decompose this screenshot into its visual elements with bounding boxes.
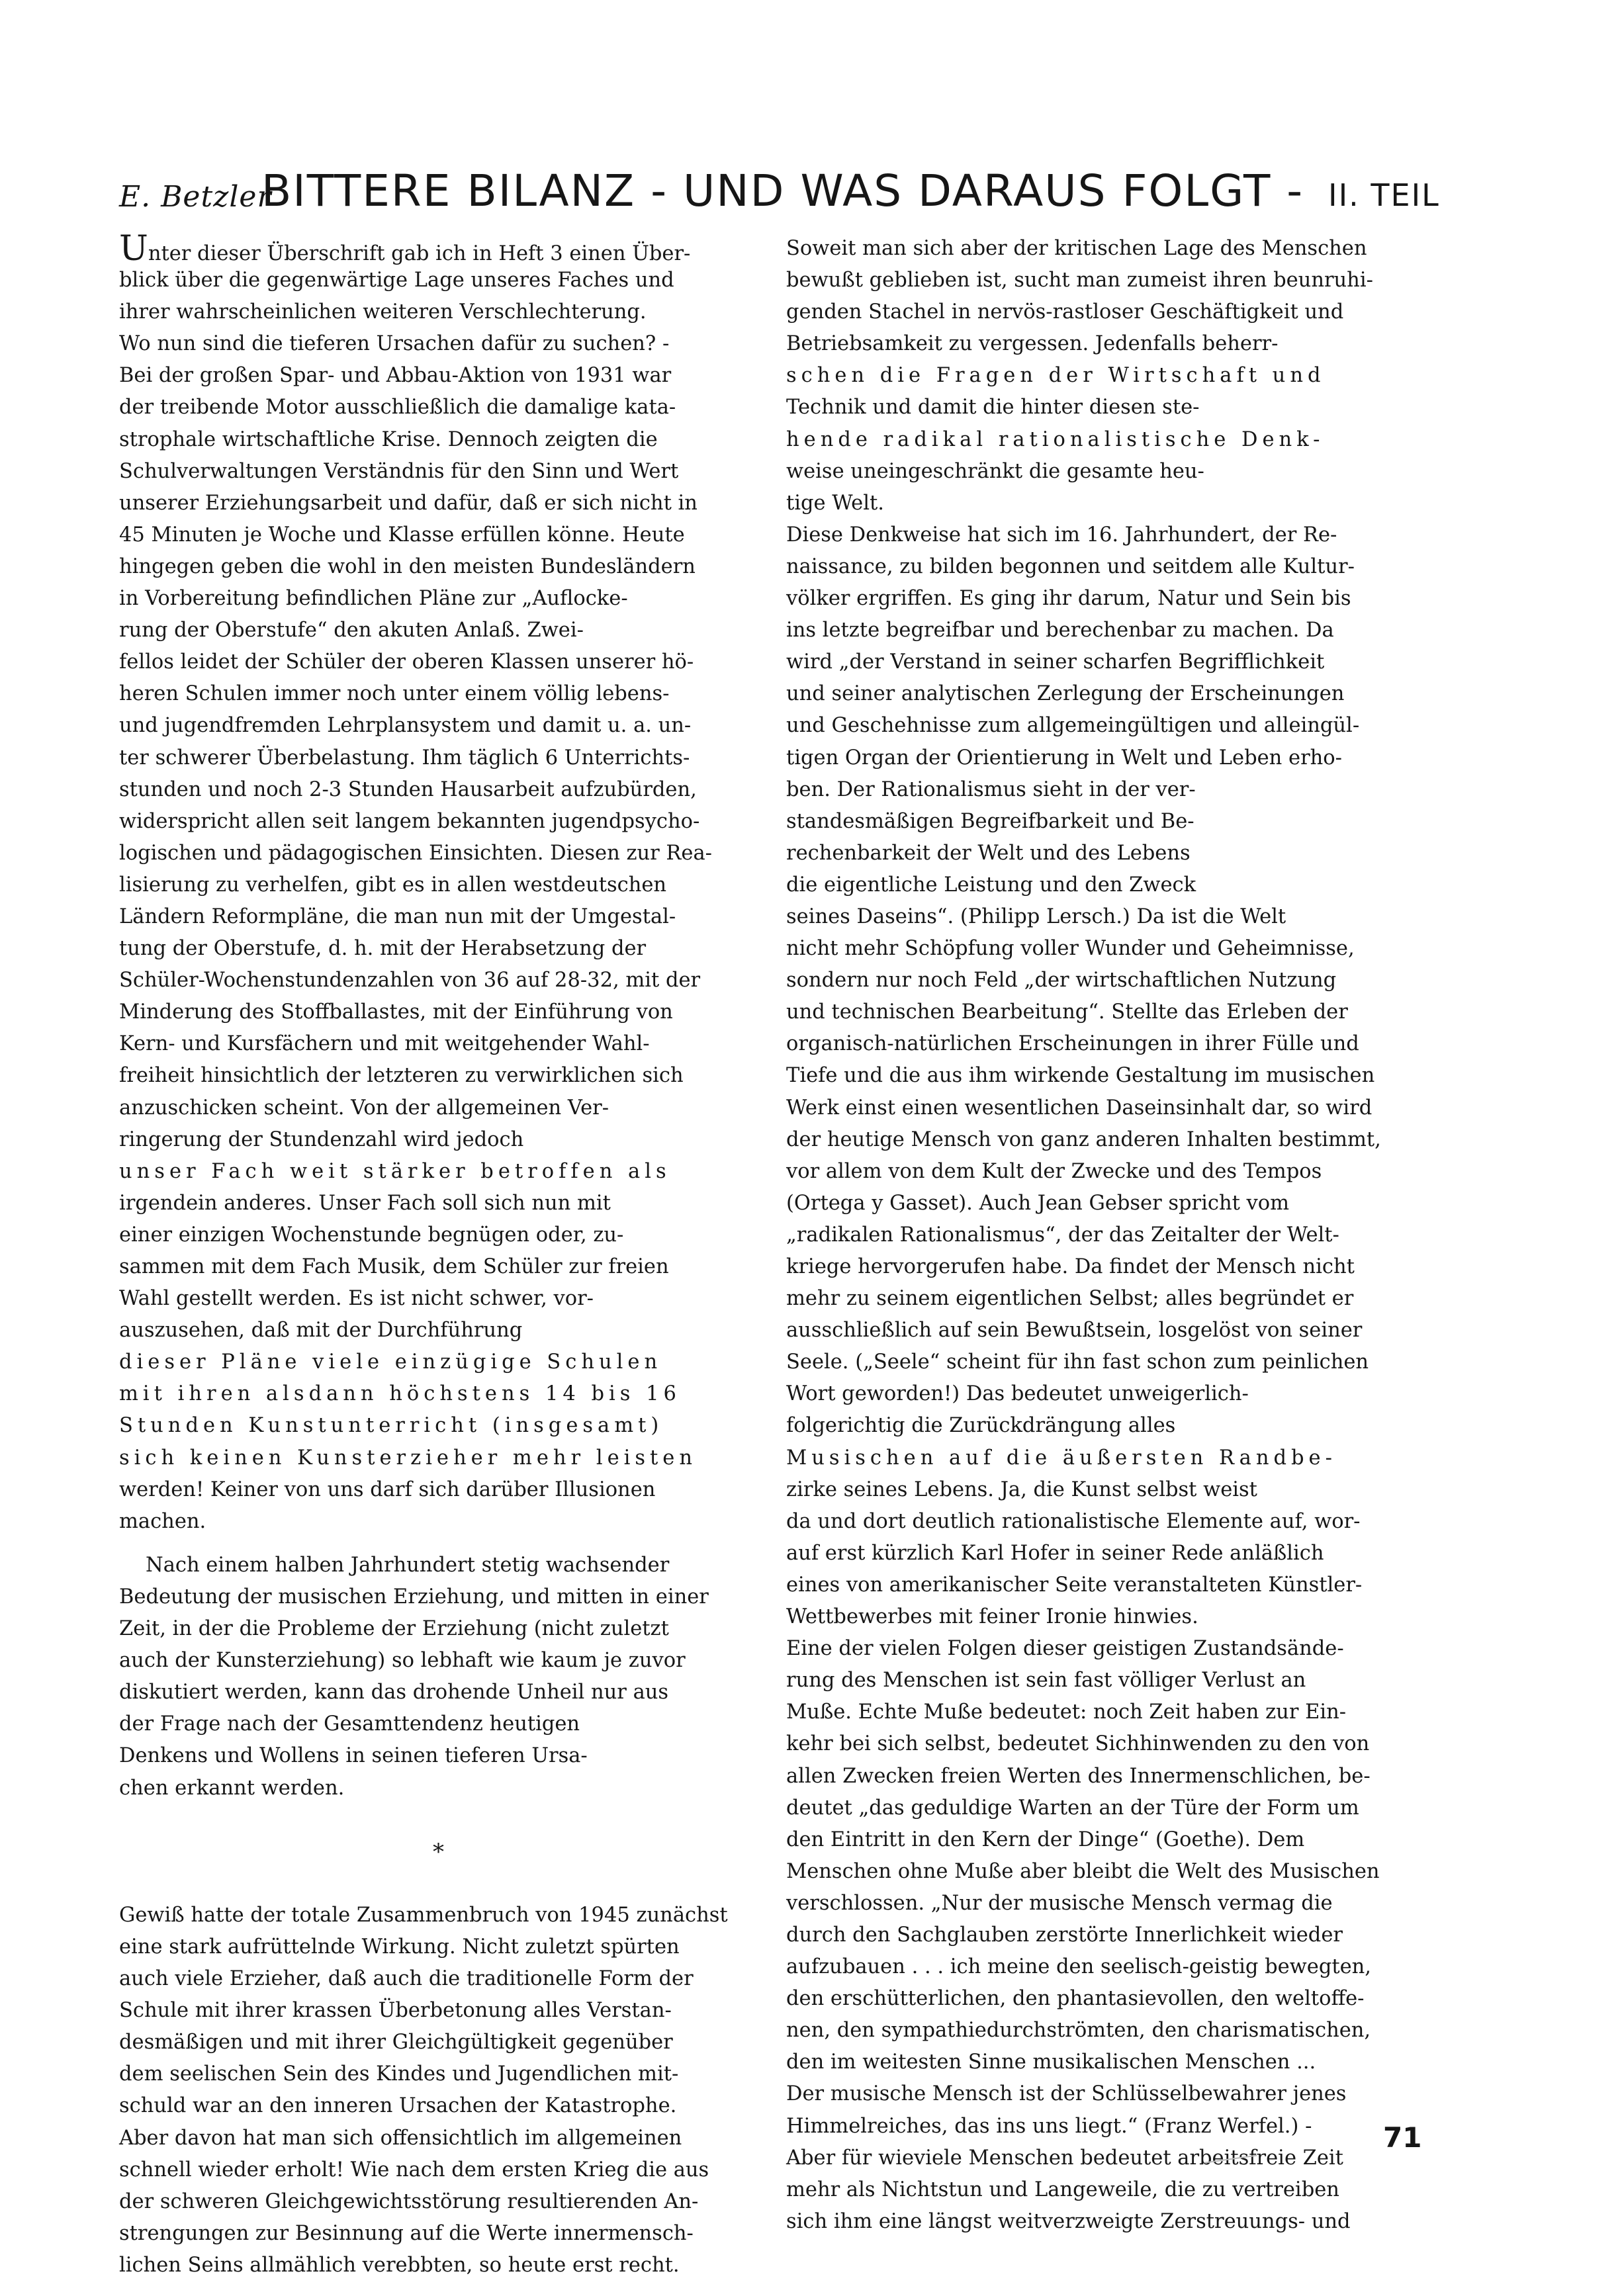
right-column-line: nicht mehr Schöpfung voller Wunder und Geheimnisse, (786, 937, 1355, 961)
right-column-line: Wettbewerbes mit feiner Ironie hinwies. (786, 1605, 1198, 1629)
left-column-line: heren Schulen immer noch unter einem völlig lebens- (119, 682, 670, 706)
right-column-line: ins letzte begreifbar und berechenbar zu machen. Da (786, 619, 1334, 642)
left-text-column (119, 229, 758, 2281)
left-column-line: mit ihren alsdann höchstens 14 bis 16 (119, 1382, 681, 1406)
right-text-column (786, 233, 1425, 2238)
right-column-line: mehr als Nichtstun und Langeweile, die zu vertreiben (786, 2178, 1339, 2201)
right-column-line: vor allem von dem Kult der Zwecke und des Tempos (786, 1159, 1322, 1183)
right-column-line: Muße. Echte Muße bedeutet: noch Zeit haben zur Ein- (786, 1700, 1347, 1724)
right-column-line: tigen Organ der Orientierung in Welt und Leben erho- (786, 746, 1342, 770)
left-column-line: Denkens und Wollens in seinen tieferen Ursa- (119, 1744, 588, 1768)
right-column-line: Diese Denkweise hat sich im 16. Jahrhundert, der Re- (786, 523, 1337, 547)
left-column-line: * (433, 1838, 444, 1865)
right-column-line: kriege hervorgerufen habe. Da findet der Mensch nicht (786, 1255, 1355, 1278)
left-column-line: 45 Minuten je Woche und Klasse erfüllen könne. Heute (119, 523, 685, 547)
right-column-line: und seiner analytischen Zerlegung der Erscheinungen (786, 682, 1345, 706)
left-column-line: unser Fach weit stärker betroffen als (119, 1159, 671, 1183)
left-column-line: ringerung der Stundenzahl wird jedoch (119, 1127, 524, 1151)
right-column-line: den erschütterlichen, den phantasievollen, den weltoffe- (786, 1987, 1365, 2011)
left-column-line: in Vorbereitung befindlichen Pläne zur „Auflockе- (119, 587, 628, 611)
right-column-line: schen die Fragen der Wirtschaft und (786, 364, 1326, 388)
right-column-line: auf erst kürzlich Karl Hofer in seiner Rede anläßlich (786, 1541, 1324, 1565)
right-column-line: rechenbarkeit der Welt und des Lebens (786, 841, 1191, 865)
right-column-line: deutet „das geduldige Warten an der Türe der Form um (786, 1796, 1359, 1820)
left-column-line: lichen Seins allmählich verebbten, so heute erst recht. (119, 2253, 680, 2277)
right-column-line: Wort geworden!) Das bedeutet unweigerlich- (786, 1382, 1249, 1406)
right-column-line: tige Welt. (786, 491, 884, 515)
left-column-line: Ländern Reformpläne, die man nun mit der Umgestal- (119, 905, 676, 928)
left-column-line: einer einzigen Wochenstunde begnügen oder, zu- (119, 1223, 624, 1247)
right-column-line: aufzubauen . . . ich meine den seelisch-geistig bewegten, (786, 1955, 1371, 1979)
left-column-line: Bedeutung der musischen Erziehung, und mitten in einer (119, 1585, 709, 1609)
right-column-line: sich ihm eine längst weitverzweigte Zerstreuungs- und (786, 2209, 1351, 2233)
right-column-line: nen, den sympathiedurchströmten, den charismatischen, (786, 2019, 1371, 2043)
right-column-line: Tiefe und die aus ihm wirkende Gestaltung im musischen (786, 1064, 1375, 1088)
author-name: E. Betzler (119, 180, 272, 214)
right-column-line: Eine der vielen Folgen dieser geistigen Zustandsände- (786, 1637, 1344, 1661)
left-column-line: desmäßigen und mit ihrer Gleichgültigkeit gegenüber (119, 2031, 673, 2054)
right-column-line: folgerichtig die Zurückdrängung alles (786, 1414, 1176, 1438)
left-column-line: der Frage nach der Gesamttendenz heutigen (119, 1712, 580, 1736)
left-column-line: logischen und pädagogischen Einsichten. Diesen zur Rea- (119, 841, 712, 865)
left-column-line: lisierung zu verhelfen, gibt es in allen westdeutschen (119, 873, 667, 897)
right-column-line: und Geschehnisse zum allgemeingültigen und alleingül- (786, 714, 1360, 738)
right-column-line: sondern nur noch Feld „der wirtschaftlichen Nutzung (786, 969, 1337, 993)
left-column-line: blick über die gegenwärtige Lage unseres Faches und (119, 269, 674, 292)
left-column-line (119, 1804, 758, 1836)
left-column-line: Kern- und Kursfächern und mit weitgehender Wahl- (119, 1032, 650, 1056)
left-column-line: strophale wirtschaftliche Krise. Dennoch zeigten die (119, 427, 658, 451)
article-title (261, 165, 1440, 216)
right-column-line: seines Daseins“. (Philipp Lersch.) Da ist die Welt (786, 905, 1286, 928)
left-column-line: ter schwerer Überbelastung. Ihm täglich 6 Unterrichts- (119, 746, 690, 770)
right-column-line: der heutige Mensch von ganz anderen Inhalten bestimmt, (786, 1127, 1381, 1151)
article-header (119, 165, 1456, 232)
right-column-line: standesmäßigen Begreifbarkeit und Be- (786, 809, 1194, 833)
right-column-line: ausschließlich auf sein Bewußtsein, losgelöst von seiner (786, 1319, 1363, 1343)
right-column-line: Himmelreiches, das ins uns liegt.“ (Franz Werfel.) - (786, 2114, 1312, 2138)
left-column-line: und jugendfremden Lehrplansystem und damit u. a. un- (119, 714, 692, 738)
right-column-line: allen Zwecken freien Werten des Innermenschlichen, be- (786, 1764, 1371, 1788)
left-column-line: Aber davon hat man sich offensichtlich im allgemeinen (119, 2126, 682, 2150)
right-column-line: mehr zu seinem eigentlichen Selbst; alles begründet er (786, 1287, 1354, 1311)
right-column-line: genden Stachel in nervös-rastloser Geschäftigkeit und (786, 300, 1344, 324)
left-column-line: Zeit, in der die Probleme der Erziehung (nicht zuletzt (119, 1617, 669, 1641)
right-column-line: Soweit man sich aber der kritischen Lage des Menschen (786, 237, 1367, 260)
right-column-line: zirke seines Lebens. Ja, die Kunst selbst weist (786, 1478, 1257, 1501)
left-column-line: dieser Pläne viele einzügige Schulen (119, 1350, 662, 1374)
article-part-label: II. TEIL (1328, 177, 1440, 213)
left-column-line: Wahl gestellt werden. Es ist nicht schwer, vor- (119, 1287, 594, 1311)
left-column-line: freiheit hinsichtlich der letzteren zu verwirklichen sich (119, 1064, 684, 1088)
left-column-line: Stunden Kunstunterricht (insgesamt) (119, 1414, 664, 1438)
right-column-line: „radikalen Rationalismus“, der das Zeitalter der Welt- (786, 1223, 1339, 1247)
article-title-text: BITTERE BILANZ - UND WAS DARAUS FOLGT - (261, 165, 1304, 216)
right-column-line: hende radikal rationalistische Denk- (786, 427, 1325, 451)
right-column-line: da und dort deutlich rationalistische Elemente auf, wor- (786, 1509, 1361, 1533)
left-column-line: werden! Keiner von uns darf sich darüber Illusionen (119, 1478, 656, 1501)
right-column-line: völker ergriffen. Es ging ihr darum, Natur und Sein bis (786, 587, 1351, 611)
right-column-line: Seele. („Seele“ scheint für ihn fast schon zum peinlichen (786, 1350, 1369, 1374)
left-column-line: Wo nun sind die tieferen Ursachen dafür zu suchen? - (119, 332, 670, 356)
right-column-line: Menschen ohne Muße aber bleibt die Welt des Musischen (786, 1859, 1380, 1883)
left-column-line: stunden und noch 2-3 Stunden Hausarbeit aufzubürden, (119, 777, 697, 801)
left-column-line: unserer Erziehungsarbeit und dafür, daß er sich nicht in (119, 491, 698, 515)
right-column-line: bewußt geblieben ist, sucht man zumeist ihren beunruhi- (786, 269, 1373, 292)
left-column-line: Schule mit ihrer krassen Überbetonung alles Verstan- (119, 1999, 672, 2023)
right-column-line: Betriebsamkeit zu vergessen. Jedenfalls beherr- (786, 332, 1279, 356)
right-column-line: weise uneingeschränkt die gesamte heu- (786, 459, 1204, 483)
right-column-line: wird „der Verstand in seiner scharfen Begrifflichkeit (786, 650, 1325, 674)
left-column-line: schnell wieder erholt! Wie nach dem ersten Krieg die aus (119, 2158, 709, 2182)
left-column-line: Minderung des Stoffballastes, mit der Einführung von (119, 1000, 673, 1024)
left-column-line: eine stark aufrüttelnde Wirkung. Nicht zuletzt spürten (119, 1935, 680, 1959)
right-column-line: eines von amerikanischer Seite veranstalteten Künstler- (786, 1573, 1363, 1597)
left-column-line: rung der Oberstufe“ den akuten Anlaß. Zwei- (119, 619, 584, 642)
left-column-line: schuld war an den inneren Ursachen der Katastrophe. (119, 2094, 677, 2118)
left-column-line: der treibende Motor ausschließlich die damalige kata- (119, 396, 676, 419)
left-column-line: irgendein anderes. Unser Fach soll sich nun mit (119, 1191, 611, 1215)
right-column-line: die eigentliche Leistung und den Zweck (786, 873, 1196, 897)
left-column-line (119, 1868, 758, 1900)
left-column-line: der schweren Gleichgewichtsstörung resultierenden An- (119, 2189, 699, 2213)
right-column-line: Werk einst einen wesentlichen Daseinsinhalt dar, so wird (786, 1096, 1373, 1120)
left-column-line: chen erkannt werden. (119, 1776, 345, 1800)
left-column-line: sich keinen Kunsterzieher mehr leisten (119, 1446, 697, 1470)
left-column-line: diskutiert werden, kann das drohende Unheil nur aus (119, 1681, 669, 1704)
left-column-line: hingegen geben die wohl in den meisten Bundesländern (119, 554, 696, 578)
left-column-line: Schüler-Wochenstundenzahlen von 36 auf 28-32, mit der (119, 969, 701, 993)
right-column-line: durch den Sachglauben zerstörte Innerlichkeit wieder (786, 1923, 1343, 1947)
right-column-line: ben. Der Rationalismus sieht in der ver- (786, 777, 1196, 801)
right-column-line: Technik und damit die hinter diesen ste- (786, 396, 1200, 419)
left-column-line: sammen mit dem Fach Musik, dem Schüler zur freien (119, 1255, 669, 1278)
left-column-line: Schulverwaltungen Verständnis für den Sinn und Wert (119, 459, 679, 483)
left-column-line: fellos leidet der Schüler der oberen Klassen unserer hö- (119, 650, 694, 674)
page-number: 71 (1383, 2121, 1422, 2154)
left-column-line: auch der Kunsterziehung) so lebhaft wie kaum je zuvor (119, 1649, 686, 1673)
right-column-line: Aber für wieviele Menschen bedeutet arbeitsfreie Zeit (786, 2146, 1343, 2170)
right-column-line: verschlossen. „Nur der musische Mensch vermag die (786, 1891, 1333, 1915)
left-column-line: Bei der großen Spar- und Abbau-Aktion von 1931 war (119, 364, 672, 388)
left-column-line: ihrer wahrscheinlichen weiteren Verschlechterung. (119, 300, 647, 324)
right-column-line: Der musische Mensch ist der Schlüsselbewahrer jenes (786, 2082, 1347, 2106)
left-column-line: dem seelischen Sein des Kindes und Jugendlichen mit- (119, 2062, 679, 2086)
right-column-line: den im weitesten Sinne musikalischen Menschen ... (786, 2051, 1316, 2074)
right-column-line: und technischen Bearbeitung“. Stellte das Erleben der (786, 1000, 1348, 1024)
right-column-line: den Eintritt in den Kern der Dinge“ (Goethe). Dem (786, 1828, 1305, 1851)
left-column-line: tung der Oberstufe, d. h. mit der Herabsetzung der (119, 937, 647, 961)
left-column-line: anzuschicken scheint. Von der allgemeinen Ver- (119, 1096, 609, 1120)
left-column-line: strengungen zur Besinnung auf die Werte innermensch- (119, 2221, 694, 2245)
left-column-line: Unter dieser Überschrift gab ich in Heft 3 einen Über- (119, 229, 691, 269)
right-column-line: Musischen auf die äußersten Randbe- (786, 1446, 1337, 1470)
left-column-line: widerspricht allen seit langem bekannten jugendpsycho- (119, 809, 700, 833)
right-column-line: rung des Menschen ist sein fast völliger Verlust an (786, 1669, 1306, 1693)
right-column-line: naissance, zu bilden begonnen und seitdem alle Kultur- (786, 554, 1355, 578)
left-column-line: Nach einem halben Jahrhundert stetig wachsender (146, 1553, 670, 1577)
right-column-line: (Ortega y Gasset). Auch Jean Gebser spricht vom (786, 1191, 1290, 1215)
left-column-line: auszusehen, daß mit der Durchführung (119, 1319, 523, 1343)
left-column-line: machen. (119, 1509, 206, 1533)
left-column-line: auch viele Erzieher, daß auch die traditionelle Form der (119, 1967, 694, 1991)
right-column-line: kehr bei sich selbst, bedeutet Sichhinwenden zu den von (786, 1732, 1370, 1756)
right-column-line: organisch-natürlichen Erscheinungen in ihrer Fülle und (786, 1032, 1359, 1056)
left-column-line: Gewiß hatte der totale Zusammenbruch von 1945 zunächst (119, 1903, 728, 1927)
